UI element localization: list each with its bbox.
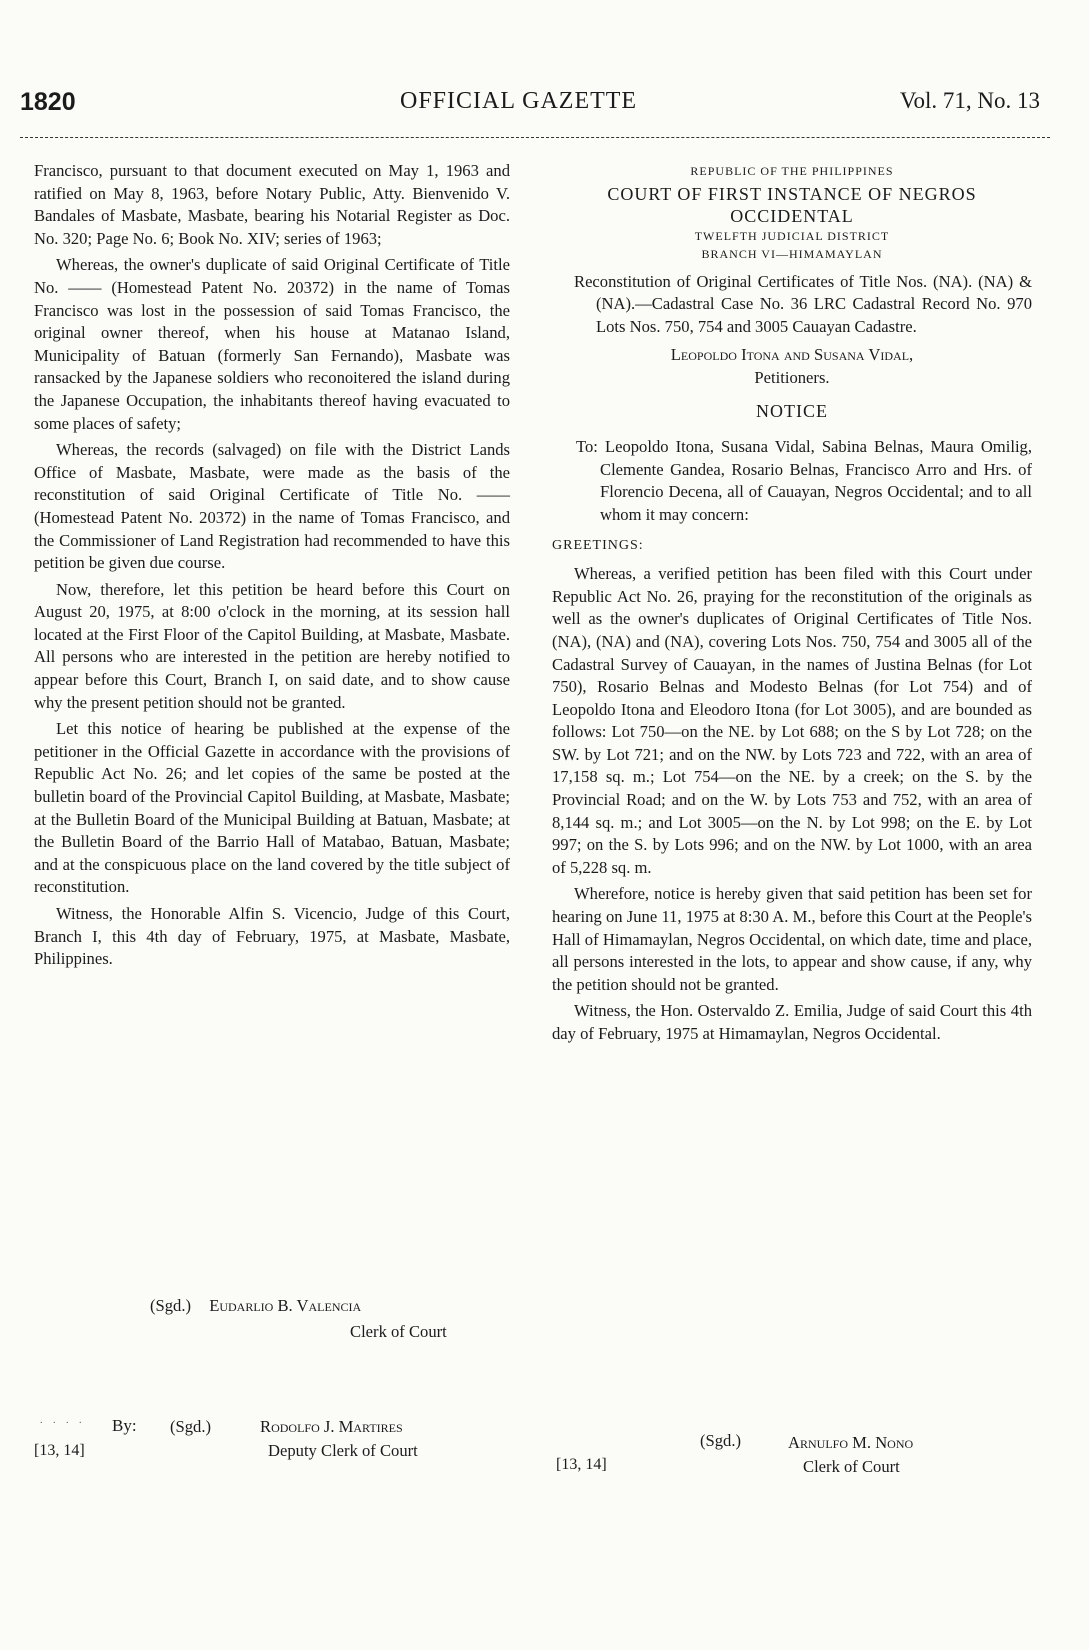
clerk-name: Eudarlio B. Valencia: [209, 1296, 362, 1315]
petitioners-names: Leopoldo Itona and Susana Vidal,: [670, 345, 914, 365]
by-label: By:: [112, 1416, 137, 1435]
court-district: TWELFTH JUDICIAL DISTRICT: [694, 228, 890, 243]
right-paragraph-1: Whereas, a verified petition has been filed with this Court under Republic Act No. 26, praying for the reconstitution of the originals as well as the owner's duplicates of Original Certificates of Title Nos. (NA), (NA) and (NA), covering Lots Nos. 750, 754 and 3005 all of the Cadastral Survey of Cauayan, in the names of Justina Belnas (for Lot 750), Rosario Belnas and Modesto Belnas (for Lot 754) and of Leopoldo Itona and Eleodoro Itona (for Lot 3005), and are bounded as follows: Lot 750—on the NE. by Lot 688; on the S by Lot 728; on the SW. by Lot 721; and on the NW. by Lots 723 and 722, with an area of 17,158 sq. m.; Lot 754—on the NE. by a creek; on the S. by the Provincial Road; and on the W. by Lots 753 and 752, with an area of 8,144 sq. m.; and Lot 3005—on the N. by Lot 998; on the E. by Lot 997; on the S. by Lots 996; and on the NW. by Lot 1000, with an area of 5,228 sq. m.: [552, 564, 1032, 877]
court-name: COURT OF FIRST INSTANCE OF NEGROS OCCIDENTAL: [607, 183, 977, 226]
left-paragraph-4: Now, therefore, let this petition be heard before this Court on August 20, 1975, at 8:00 o'clock in the morning, at its session hall located at the First Floor of the Capitol Building, at Masbate, Masbate. All persons who are interested in the petition are hereby notified to appear before this Court, Branch I, on said date, and to show cause why the present petition should not be granted.: [34, 579, 510, 712]
left-paragraph-5: Let this notice of hearing be published at the expense of the petitioner in the Official Gazette in accordance with the provisions of Republic Act No. 26; and let copies of the same be posted at the bulletin board of the Provincial Capitol Building, at Masbate, Masbate; at the Bulletin Board of the Municipal Building at Batuan, Masbate; at the Bulletin Board of the Barrio Hall of Matabao, Batuan, Masbate; and at the conspicuous place on the land covered by the title subject of reconstitution.: [34, 719, 510, 897]
left-paragraph-3: Whereas, the records (salvaged) on file with the District Lands Office of Masbate, Masbate, were made as the basis of the reconstitution of said Original Certificate of Title No. —— (Homestead Patent No. 20372) in the name of Tomas Francisco, and the Commissioner of Land Registration had recommended to have this petition be given due course.: [34, 440, 510, 573]
left-column: [34, 160, 510, 975]
right-paragraph-3: Witness, the Hon. Ostervaldo Z. Emilia, Judge of said Court this 4th day of February, 1975 at Himamaylan, Negros Occidental.: [552, 1001, 1032, 1043]
right-sgd: (Sgd.): [700, 1431, 742, 1450]
stray-dots: . . . .: [40, 1415, 86, 1426]
right-paragraph-2: Wherefore, notice is hereby given that said petition has been set for hearing on June 11, 1975 at 8:30 A. M., before this Court at the People's Hall of Himamaylan, Negros Occidental, on which date, time and place, all persons interested in the lots, to appear and show cause, if any, why the petition should not be granted.: [552, 884, 1032, 994]
notice-title: NOTICE: [756, 400, 828, 421]
left-issue-code: [13, 14]: [34, 1442, 85, 1459]
deputy-name: Rodolfo J. Martires: [260, 1417, 403, 1436]
notice-addressees: To: Leopoldo Itona, Susana Vidal, Sabina Belnas, Maura Omilig, Clemente Gandea, Rosario Belnas, Francisco Arro and Hrs. of Florencio Decena, all of Cauayan, Negros Occidental; and to all whom it may concern:: [576, 437, 1032, 524]
deputy-title: Deputy Clerk of Court: [268, 1441, 418, 1460]
clerk-title: Clerk of Court: [350, 1322, 447, 1341]
case-heading: Reconstitution of Original Certificates of Title Nos. (NA). (NA) & (NA).—Cadastral Case No. 36 LRC Cadastral Record No. 970 Lots Nos. 750, 754 and 3005 Cauayan Cadastre.: [574, 271, 1032, 336]
left-paragraph-2: Whereas, the owner's duplicate of said Original Certificate of Title No. —— (Homestead Patent No. 20372) in the name of Tomas Francisco was lost in the possession of said Tomas Francisco, the original owner thereof, when his house at Matanao Island, Municipality of Batuan (formerly San Fernando), Masbate was ransacked by the Japanese soldiers who reconoitered the island during the Japanese Occupation, the inhabitants thereof having evacuated to some places of safety;: [34, 255, 510, 433]
header-rule: [20, 137, 1050, 138]
petitioners-label: Petitioners.: [754, 367, 830, 387]
page-number: 1820: [20, 88, 76, 116]
right-clerk-name: Arnulfo M. Nono: [788, 1433, 914, 1452]
volume-number: Vol. 71, No. 13: [899, 88, 1040, 113]
deputy-sgd: (Sgd.): [170, 1417, 212, 1436]
court-republic: REPUBLIC OF THE PHILIPPINES: [690, 164, 894, 178]
right-issue-code: [13, 14]: [556, 1456, 607, 1473]
sgd-label: (Sgd.): [150, 1296, 192, 1315]
page-header: [20, 88, 1040, 128]
court-branch: BRANCH VI—HIMAMAYLAN: [701, 246, 883, 261]
right-clerk-title: Clerk of Court: [803, 1457, 900, 1476]
left-paragraph-1: Francisco, pursuant to that document executed on May 1, 1963 and ratified on May 8, 1963, before Notary Public, Atty. Bienvenido V. Bandales of Masbate, Masbate, bearing his Notarial Register as Doc. No. 320; Page No. 6; Book No. XIV; series of 1963;: [34, 161, 510, 248]
publication-title: OFFICIAL GAZETTE: [400, 88, 638, 114]
left-signature-1: [150, 1295, 361, 1317]
left-paragraph-6: Witness, the Honorable Alfin S. Vicencio, Judge of this Court, Branch I, this 4th day of February, 1975, at Masbate, Masbate, Philippines.: [34, 904, 510, 969]
right-column: [552, 160, 1032, 1050]
greetings-label: GREETINGS:: [552, 537, 644, 553]
